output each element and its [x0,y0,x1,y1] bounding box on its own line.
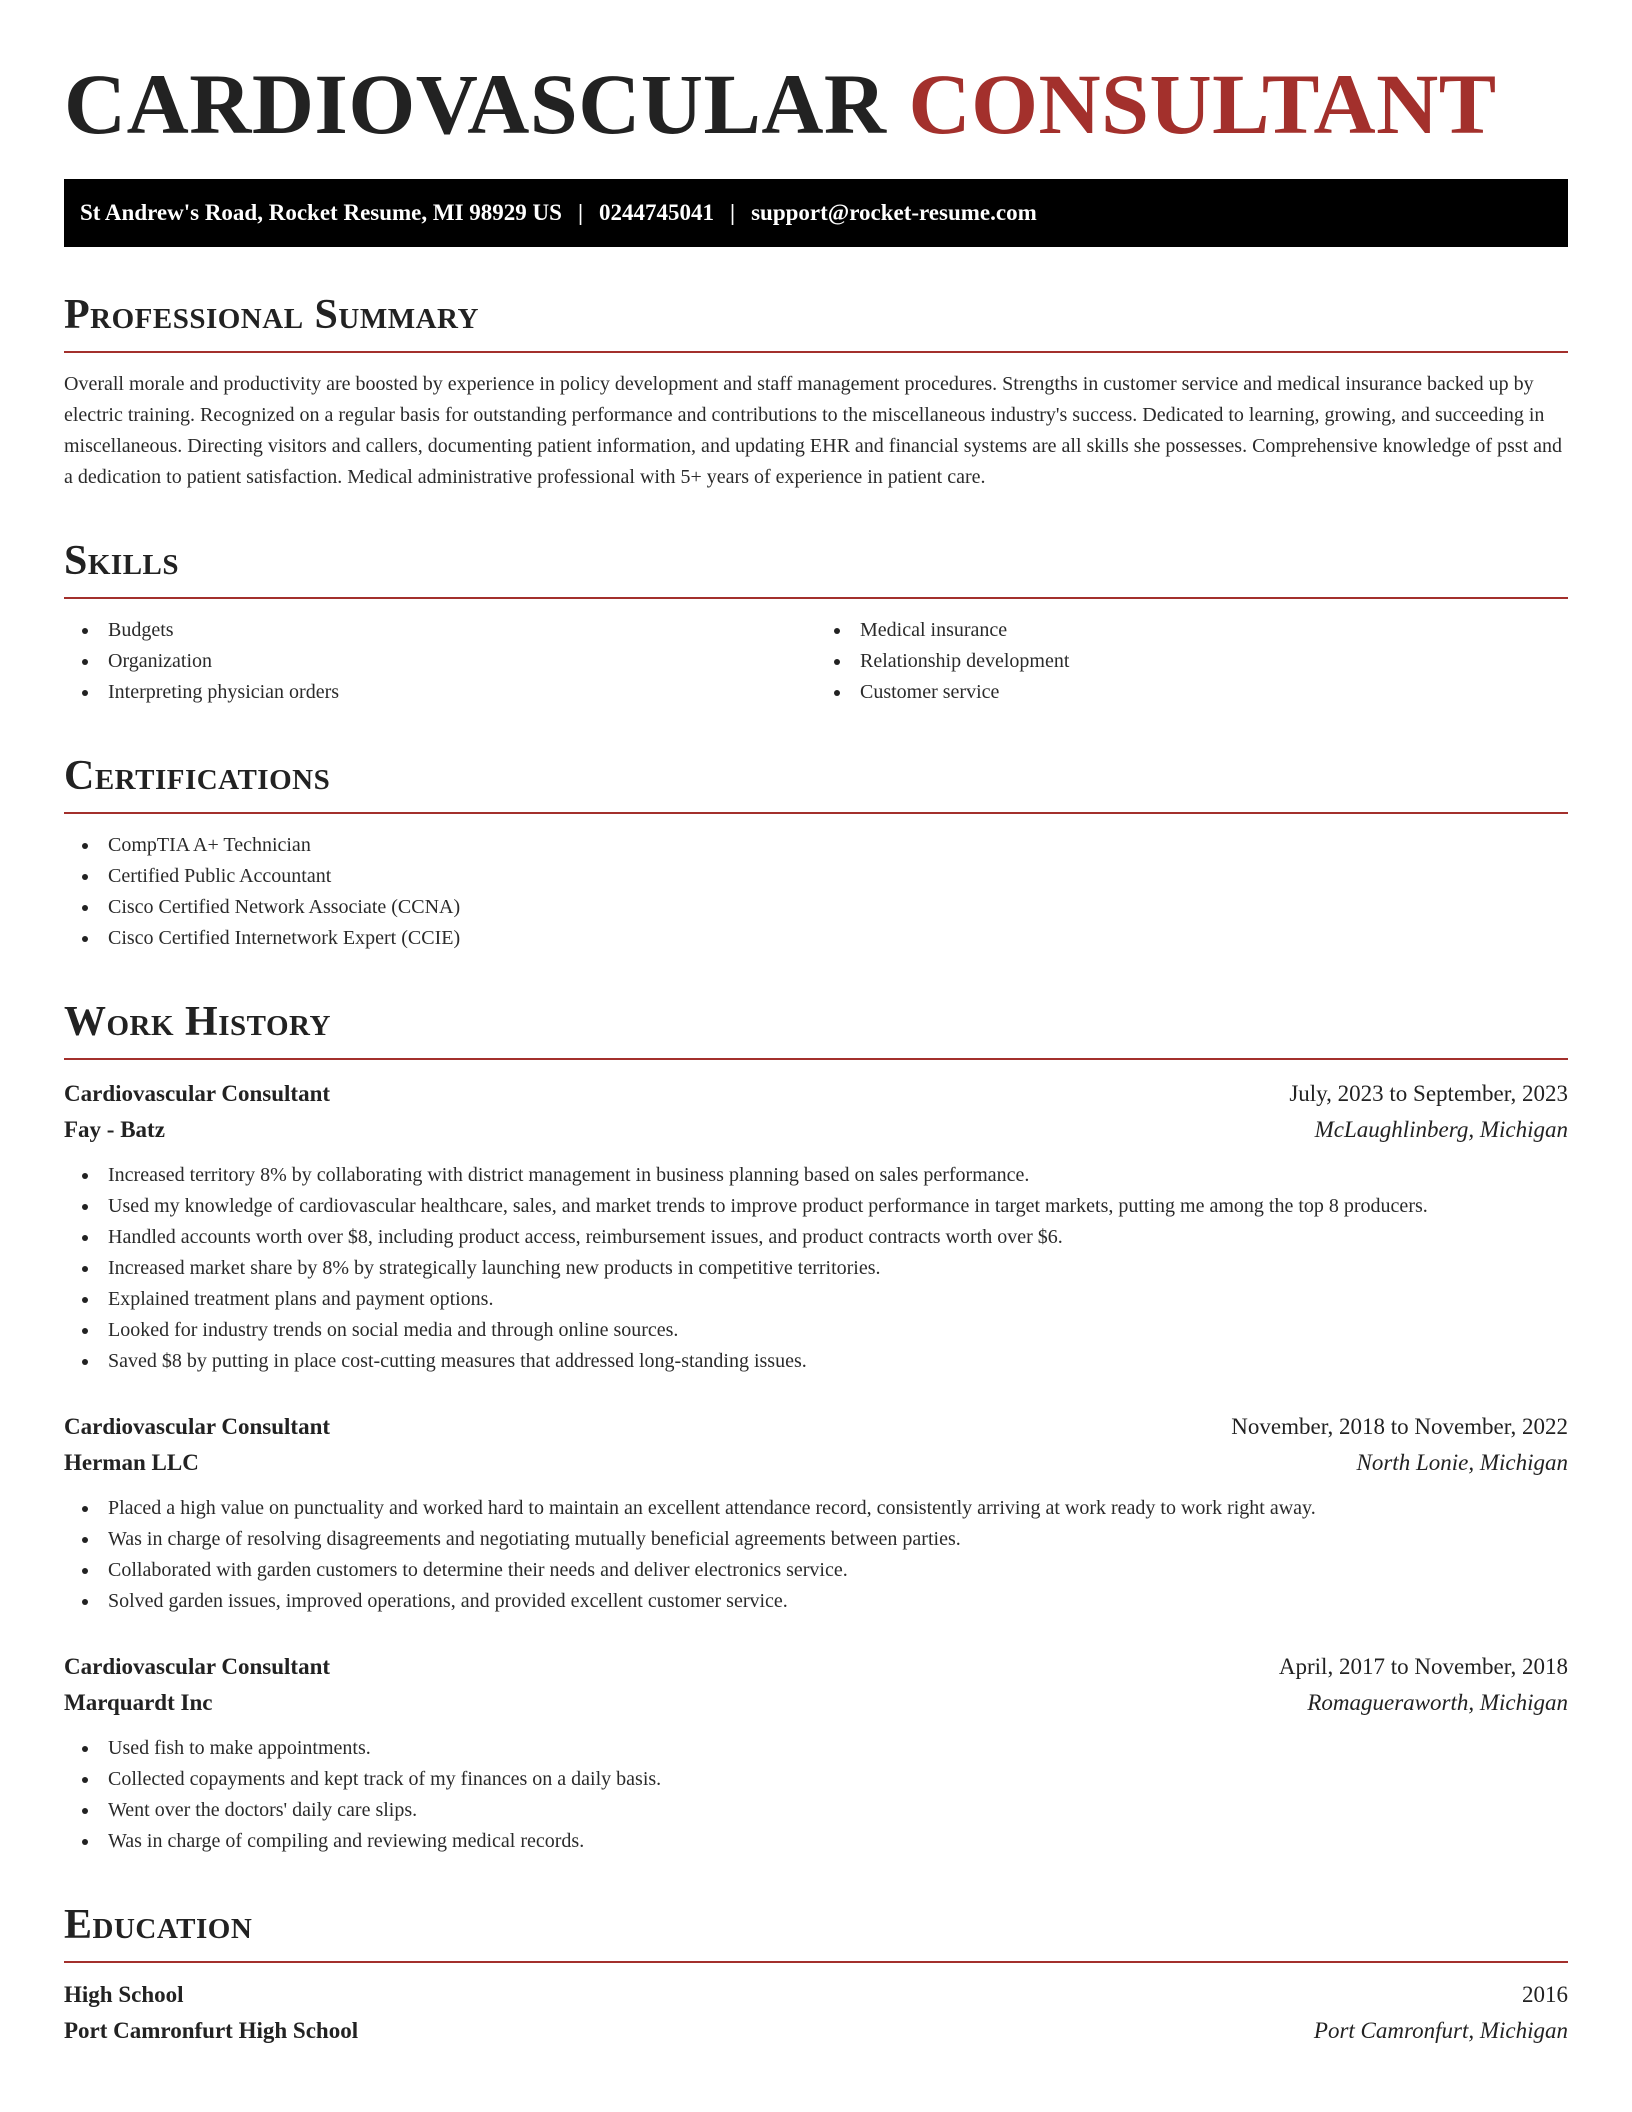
job-bullet: Used my knowledge of cardiovascular healthcare, sales, and market trends to improve product performance in target markets, putting me among the top 8 producers. [64,1191,1568,1222]
certification-item: CompTIA A+ Technician [64,830,1568,861]
job-bullet: Collaborated with garden customers to determine their needs and deliver electronics service. [64,1555,1568,1586]
job-header-row [64,1649,1568,1685]
job-company-row [64,1112,1568,1148]
job-bullet: Increased market share by 8% by strategically launching new products in competitive territories. [64,1253,1568,1284]
job-dates: July, 2023 to September, 2023 [1289,1081,1568,1106]
job-bullets [64,1160,1568,1377]
skill-item: Organization [64,646,816,677]
certification-item: Cisco Certified Network Associate (CCNA) [64,892,1568,923]
contact-separator: | [730,200,736,225]
summary-section [64,291,1568,493]
job-location: Romagueraworth, Michigan [1307,1690,1568,1715]
resume-name [64,0,1568,152]
job-location: McLaughlinberg, Michigan [1314,1117,1568,1142]
job-role: Cardiovascular Consultant [64,1081,331,1106]
job-entry [64,1076,1568,1377]
skill-item: Interpreting physician orders [64,677,816,708]
skills-section [64,537,1568,708]
education-location: Port Camronfurt, Michigan [1313,2018,1568,2043]
job-bullets [64,1493,1568,1617]
contact-bar [64,179,1568,247]
job-bullet: Handled accounts worth over $8, including product access, reimbursement issues, and product contracts worth over $6. [64,1222,1568,1253]
job-company-row [64,1685,1568,1721]
job-bullet: Placed a high value on punctuality and worked hard to maintain an excellent attendance record, consistently arriving at work ready to work right away. [64,1493,1568,1524]
section-title-work-history: Work History [64,999,331,1045]
job-bullet: Solved garden issues, improved operations, and provided excellent customer service. [64,1586,1568,1617]
section-title-summary: Professional Summary [64,292,479,338]
job-dates: April, 2017 to November, 2018 [1278,1654,1568,1679]
skill-item: Customer service [816,677,1568,708]
section-divider [64,812,1568,814]
certifications-section [64,752,1568,954]
education-degree: High School [64,1982,184,2007]
job-bullet: Collected copayments and kept track of my finances on a daily basis. [64,1764,1568,1795]
education-header-row [64,1977,1568,2013]
job-role: Cardiovascular Consultant [64,1654,331,1679]
job-bullet: Increased territory 8% by collaborating with district management in business planning based on sales performance. [64,1160,1568,1191]
job-role: Cardiovascular Consultant [64,1414,331,1439]
summary-text: Overall morale and productivity are boosted by experience in policy development and staff management procedures. Strengths in customer service and medical insurance backed up by electric training. Recognized on a regular basis for outstanding performance and contributions to the miscellaneous industry's success. Dedicated to learning, growing, and succeeding in miscellaneous. Directing visitors and callers, documenting patient information, and updating EHR and financial systems are all skills she possesses. Comprehensive knowledge of psst and a dedication to patient satisfaction. Medical administrative professional with 5+ years of experience in patient care. [64,373,1563,488]
contact-address: St Andrew's Road, Rocket Resume, MI 98929 US [80,200,562,225]
job-company-row [64,1445,1568,1481]
education-school-row [64,2013,1568,2049]
job-dates: November, 2018 to November, 2022 [1231,1414,1568,1439]
contact-separator: | [577,200,584,225]
job-bullet: Went over the doctors' daily care slips. [64,1795,1568,1826]
job-entry [64,1649,1568,1857]
section-divider [64,351,1568,353]
education-school: Port Camronfurt High School [64,2018,359,2043]
job-bullet: Saved $8 by putting in place cost-cutting measures that addressed long-standing issues. [64,1346,1568,1377]
contact-phone: 0244745041 [599,200,715,225]
section-title-education: Education [64,1902,253,1948]
skill-item: Budgets [64,615,816,646]
job-header-row [64,1076,1568,1112]
work-history-section [64,998,1568,1857]
name-last: CONSULTANT [908,56,1497,152]
skill-item: Medical insurance [816,615,1568,646]
education-entry [64,1977,1568,2049]
section-divider [64,1058,1568,1060]
job-company: Fay - Batz [64,1117,165,1142]
name-first: CARDIOVASCULAR [64,56,887,152]
job-company: Marquardt Inc [64,1690,213,1715]
job-entry [64,1409,1568,1617]
job-bullet: Used fish to make appointments. [64,1733,1568,1764]
certification-item: Certified Public Accountant [64,861,1568,892]
education-section [64,1901,1568,2049]
job-bullet: Looked for industry trends on social media and through online sources. [64,1315,1568,1346]
education-year: 2016 [1522,1982,1568,2007]
section-divider [64,1961,1568,1963]
job-bullet: Explained treatment plans and payment options. [64,1284,1568,1315]
section-title-skills: Skills [64,538,180,584]
skills-list-left [64,615,816,708]
contact-email: support@rocket-resume.com [751,200,1037,225]
job-location: North Lonie, Michigan [1356,1450,1568,1475]
skills-list-right [816,615,1568,708]
job-bullet: Was in charge of compiling and reviewing medical records. [64,1826,1568,1857]
certifications-list [64,830,1568,954]
skills-grid [64,599,1568,708]
job-header-row [64,1409,1568,1445]
job-bullet: Was in charge of resolving disagreements and negotiating mutually beneficial agreements between parties. [64,1524,1568,1555]
section-title-certifications: Certifications [64,753,331,799]
job-bullets [64,1733,1568,1857]
certification-item: Cisco Certified Internetwork Expert (CCIE) [64,923,1568,954]
skill-item: Relationship development [816,646,1568,677]
job-company: Herman LLC [64,1450,199,1475]
